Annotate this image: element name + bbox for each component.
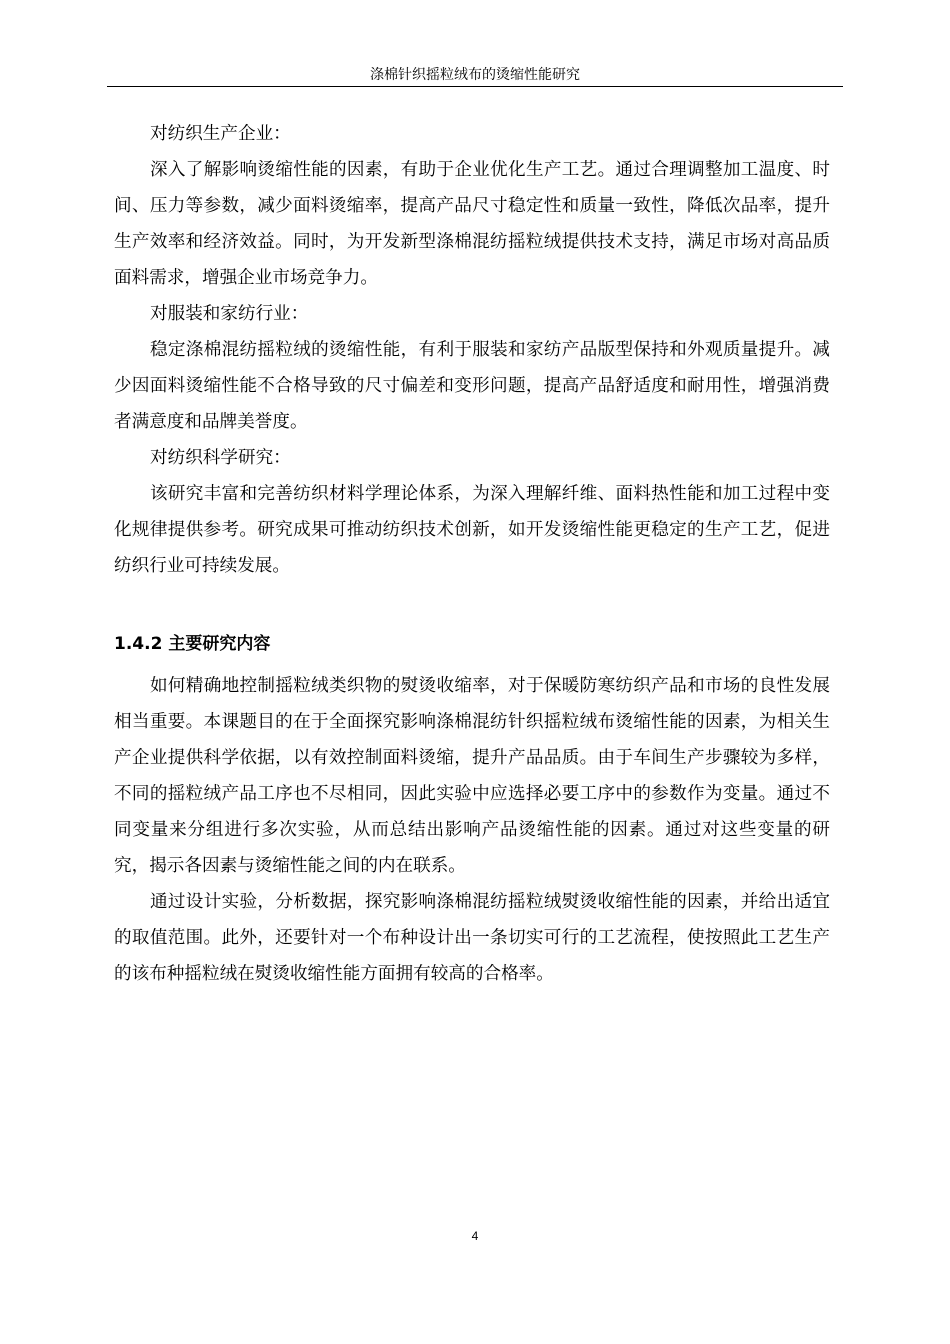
page-number: 4 (471, 1229, 479, 1243)
paragraph-apparel-significance: 稳定涤棉混纺摇粒绒的烫缩性能，有利于服装和家纺产品版型保持和外观质量提升。减少因面料烫缩性能不合格导致的尺寸偏差和变形问题，提高产品舒适度和耐用性，增强消费者满意度和品牌美誉度。 (114, 340, 830, 432)
paragraph-science-significance: 该研究丰富和完善纺织材料学理论体系，为深入理解纤维、面料热性能和加工过程中变化规律提供参考。研究成果可推动纺织技术创新，如开发烫缩性能更稳定的生产工艺，促进纺织行业可持续发展。 (114, 484, 830, 576)
page-body (114, 116, 830, 992)
paragraph-research-content-1: 如何精确地控制摇粒绒类织物的熨烫收缩率，对于保暖防寒纺织产品和市场的良性发展相当重要。本课题目的在于全面探究影响涤棉混纺针织摇粒绒布烫缩性能的因素，为相关生产企业提供科学依据，以有效控制面料烫缩，提升产品品质。由于车间生产步骤较为多样，不同的摇粒绒产品工序也不尽相同，因此实验中应选择必要工序中的参数作为变量。通过不同变量来分组进行多次实验，从而总结出影响产品烫缩性能的因素。通过对这些变量的研究，揭示各因素与烫缩性能之间的内在联系。 (114, 676, 830, 876)
spacer (114, 584, 830, 626)
header-divider (107, 86, 843, 87)
running-header-title: 涤棉针织摇粒绒布的烫缩性能研究 (370, 67, 580, 83)
paragraph-audience-textile-science: 对纺织科学研究： (150, 448, 291, 468)
paragraph-audience-textile-enterprises: 对纺织生产企业： (150, 124, 291, 144)
paragraph-audience-apparel-home-textiles: 对服装和家纺行业： (150, 304, 309, 324)
section-heading: 1.4.2 主要研究内容 (114, 634, 271, 654)
paragraph-enterprise-significance: 深入了解影响烫缩性能的因素，有助于企业优化生产工艺。通过合理调整加工温度、时间、压力等参数，减少面料烫缩率，提高产品尺寸稳定性和质量一致性，降低次品率，提升生产效率和经济效益。同时，为开发新型涤棉混纺摇粒绒提供技术支持，满足市场对高品质面料需求，增强企业市场竞争力。 (114, 160, 830, 288)
paragraph-research-content-2: 通过设计实验，分析数据，探究影响涤棉混纺摇粒绒熨烫收缩性能的因素，并给出适宜的取值范围。此外，还要针对一个布种设计出一条切实可行的工艺流程，使按照此工艺生产的该布种摇粒绒在熨烫收缩性能方面拥有较高的合格率。 (114, 892, 830, 984)
